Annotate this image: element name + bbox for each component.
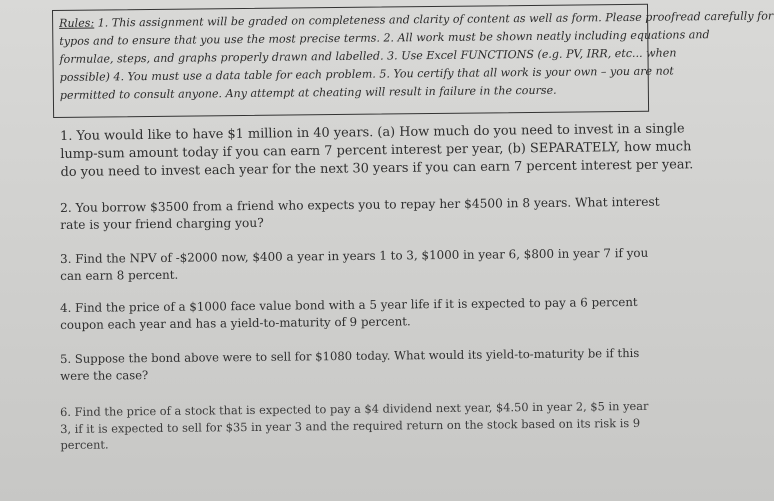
question-1 (60, 120, 693, 182)
question-6-line: 6. Find the price of a stock that is expected to pay a $4 dividend next year, $4.50 in year 2, $5 in year (60, 398, 649, 419)
question-4-line: coupon each year and has a yield-to-maturity of 9 percent. (60, 314, 411, 332)
question-2-line: 2. You borrow $3500 from a friend who expects you to repay her $4500 in 8 years. What interest (60, 194, 660, 215)
rules-line-3: formulae, steps, and graphs properly drawn and labelled. 3. Use Excel FUNCTIONS (e.g. PV, IRR, etc... when (59, 46, 677, 66)
question-1-line: do you need to invest each year for the next 30 years if you can earn 7 percent interest per year. (60, 157, 694, 180)
question-6-line: 3, if it is expected to sell for $35 in year 3 and the required return on the stock based on its risk is 9 (60, 415, 641, 436)
rules-line-1-text: 1. This assignment will be graded on completeness and clarity of content as well as form. Please proofread carefully for (94, 9, 774, 30)
question-6-line: percent. (60, 437, 109, 452)
question-4 (60, 294, 638, 334)
question-4-line: 4. Find the price of a $1000 face value bond with a 5 year life if it is expected to pay a 6 percent (60, 294, 638, 315)
rules-line-2: typos and to ensure that you use the most precise terms. 2. All work must be shown neatly including equations and (59, 28, 710, 48)
question-3-line: can earn 8 percent. (60, 267, 179, 283)
rules-title: Rules: (59, 16, 95, 30)
question-3 (60, 245, 648, 285)
question-5 (60, 345, 640, 385)
rules-line-4: possible) 4. You must use a data table for each problem. 5. You certify that all work is your own – you are not (59, 64, 674, 84)
question-6 (60, 398, 649, 454)
question-1-line: lump-sum amount today if you can earn 7 percent interest per year, (b) SEPARATELY, how much (60, 139, 692, 162)
rules-box (52, 4, 774, 118)
rules-line-5: permitted to consult anyone. Any attempt at cheating will result in failure in the course. (59, 83, 557, 102)
question-1-line: 1. You would like to have $1 million in 40 years. (a) How much do you need to invest in a single (60, 121, 685, 144)
question-5-line: 5. Suppose the bond above were to sell for $1080 today. What would its yield-to-maturity be if this (60, 345, 640, 366)
question-5-line: were the case? (60, 368, 149, 383)
question-2-line: rate is your friend charging you? (60, 215, 264, 232)
question-3-line: 3. Find the NPV of -$2000 now, $400 a year in years 1 to 3, $1000 in year 6, $800 in year 7 if you (60, 245, 649, 266)
question-2 (60, 194, 660, 234)
